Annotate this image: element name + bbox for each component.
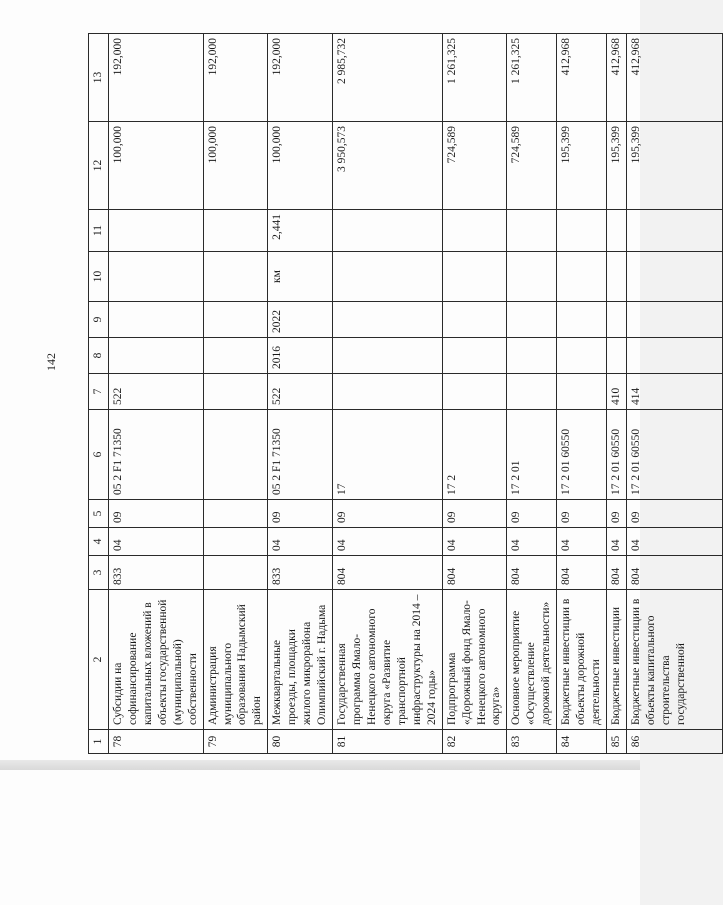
cell-c10 (557, 252, 607, 302)
cell-c2: Бюджетные инвестиции в объекты капитального строительства государственной (626, 590, 722, 730)
header-cell: 4 (89, 528, 109, 556)
cell-c5: 09 (507, 500, 557, 528)
cell-c10 (203, 252, 268, 302)
cell-c11 (203, 210, 268, 252)
cell-c9 (333, 302, 443, 338)
cell-c9 (442, 302, 507, 338)
rotated-table-container (88, 34, 687, 754)
cell-c9: 2022 (268, 302, 333, 338)
cell-c5: 09 (333, 500, 443, 528)
cell-c10 (442, 252, 507, 302)
cell-c13: 412,968 (607, 34, 627, 122)
cell-c11 (507, 210, 557, 252)
header-row (89, 34, 109, 754)
cell-c2: Бюджетные инвестиции в объекты дорожной деятельности (557, 590, 607, 730)
cell-c11 (108, 210, 203, 252)
cell-c12: 724,589 (442, 122, 507, 210)
cell-c11 (557, 210, 607, 252)
cell-c9 (557, 302, 607, 338)
cell-c2: Межквартальные проезды, площадки жилого микрорайона Олимпийский г. Надыма (268, 590, 333, 730)
cell-c8: 2016 (268, 338, 333, 374)
cell-c4: 04 (507, 528, 557, 556)
table-row (203, 34, 268, 754)
budget-table (88, 33, 723, 754)
cell-c10: км (268, 252, 333, 302)
cell-c13: 412,968 (626, 34, 722, 122)
header-cell: 7 (89, 374, 109, 410)
header-cell: 2 (89, 590, 109, 730)
header-cell: 12 (89, 122, 109, 210)
cell-c4 (203, 528, 268, 556)
cell-c6: 17 2 01 60550 (607, 410, 627, 500)
cell-c8 (203, 338, 268, 374)
cell-c8 (108, 338, 203, 374)
cell-c1: 80 (268, 730, 333, 754)
cell-c6: 05 2 F1 71350 (268, 410, 333, 500)
scan-edge (0, 760, 640, 770)
cell-c5: 09 (108, 500, 203, 528)
table-row (607, 34, 627, 754)
cell-c12: 3 950,573 (333, 122, 443, 210)
cell-c3: 833 (108, 556, 203, 590)
cell-c11 (626, 210, 722, 252)
header-cell: 11 (89, 210, 109, 252)
cell-c10 (626, 252, 722, 302)
cell-c13: 1 261,325 (507, 34, 557, 122)
cell-c3: 804 (557, 556, 607, 590)
header-cell: 3 (89, 556, 109, 590)
cell-c12: 100,000 (268, 122, 333, 210)
header-cell: 13 (89, 34, 109, 122)
header-cell: 6 (89, 410, 109, 500)
table-row (268, 34, 333, 754)
cell-c13: 192,000 (108, 34, 203, 122)
cell-c12: 100,000 (203, 122, 268, 210)
cell-c6: 17 (333, 410, 443, 500)
page-number: 142 (44, 353, 58, 371)
cell-c12: 195,399 (607, 122, 627, 210)
cell-c13: 192,000 (203, 34, 268, 122)
cell-c6: 17 2 01 (507, 410, 557, 500)
cell-c8 (557, 338, 607, 374)
cell-c10 (333, 252, 443, 302)
cell-c6: 17 2 01 60550 (557, 410, 607, 500)
cell-c1: 78 (108, 730, 203, 754)
cell-c7: 522 (268, 374, 333, 410)
cell-c1: 81 (333, 730, 443, 754)
cell-c3: 804 (442, 556, 507, 590)
cell-c8 (507, 338, 557, 374)
cell-c11 (607, 210, 627, 252)
cell-c9 (626, 302, 722, 338)
cell-c9 (108, 302, 203, 338)
cell-c7 (507, 374, 557, 410)
cell-c6: 17 2 01 60550 (626, 410, 722, 500)
cell-c8 (333, 338, 443, 374)
cell-c2: Бюджетные инвестиции (607, 590, 627, 730)
cell-c2: Государственная программа Ямало-Ненецкого автономного округа «Развитие транспортной инфраструктуры на 2014 – 2024 годы» (333, 590, 443, 730)
cell-c6 (203, 410, 268, 500)
cell-c2: Субсидии на софинансирование капитальных вложений в объекты государственной (муниципальной) собственности (108, 590, 203, 730)
cell-c4: 04 (268, 528, 333, 556)
cell-c1: 85 (607, 730, 627, 754)
table-row (507, 34, 557, 754)
cell-c11 (442, 210, 507, 252)
cell-c8 (442, 338, 507, 374)
cell-c4: 04 (442, 528, 507, 556)
cell-c8 (607, 338, 627, 374)
cell-c10 (607, 252, 627, 302)
cell-c9 (607, 302, 627, 338)
cell-c7 (557, 374, 607, 410)
cell-c5: 09 (442, 500, 507, 528)
header-cell: 1 (89, 730, 109, 754)
header-cell: 8 (89, 338, 109, 374)
cell-c12: 100,000 (108, 122, 203, 210)
cell-c7 (442, 374, 507, 410)
cell-c13: 412,968 (557, 34, 607, 122)
cell-c4: 04 (607, 528, 627, 556)
cell-c1: 79 (203, 730, 268, 754)
cell-c4: 04 (557, 528, 607, 556)
cell-c5: 09 (557, 500, 607, 528)
header-cell: 5 (89, 500, 109, 528)
cell-c11: 2,441 (268, 210, 333, 252)
header-cell: 10 (89, 252, 109, 302)
cell-c2: Подпрограмма «Дорожный фонд Ямало-Ненецкого автономного округа» (442, 590, 507, 730)
cell-c3: 804 (626, 556, 722, 590)
cell-c1: 83 (507, 730, 557, 754)
cell-c5: 09 (607, 500, 627, 528)
cell-c5 (203, 500, 268, 528)
cell-c1: 86 (626, 730, 722, 754)
cell-c13: 2 985,732 (333, 34, 443, 122)
cell-c7: 410 (607, 374, 627, 410)
cell-c7 (203, 374, 268, 410)
cell-c5: 09 (626, 500, 722, 528)
cell-c12: 195,399 (626, 122, 722, 210)
cell-c7 (333, 374, 443, 410)
cell-c2: Основное мероприятие «Осуществление дорожной деятельности» (507, 590, 557, 730)
cell-c3: 804 (333, 556, 443, 590)
cell-c3 (203, 556, 268, 590)
cell-c11 (333, 210, 443, 252)
cell-c4: 04 (626, 528, 722, 556)
cell-c3: 833 (268, 556, 333, 590)
cell-c3: 804 (607, 556, 627, 590)
cell-c6: 17 2 (442, 410, 507, 500)
table-row (108, 34, 203, 754)
cell-c10 (108, 252, 203, 302)
cell-c9 (203, 302, 268, 338)
cell-c2: Администрация муниципального образования Надымский район (203, 590, 268, 730)
table-row (557, 34, 607, 754)
cell-c12: 724,589 (507, 122, 557, 210)
cell-c1: 84 (557, 730, 607, 754)
table-row (333, 34, 443, 754)
cell-c7: 522 (108, 374, 203, 410)
cell-c7: 414 (626, 374, 722, 410)
cell-c13: 192,000 (268, 34, 333, 122)
header-cell: 9 (89, 302, 109, 338)
cell-c4: 04 (108, 528, 203, 556)
cell-c8 (626, 338, 722, 374)
cell-c9 (507, 302, 557, 338)
cell-c5: 09 (268, 500, 333, 528)
cell-c10 (507, 252, 557, 302)
table-row (442, 34, 507, 754)
table-row (626, 34, 722, 754)
cell-c1: 82 (442, 730, 507, 754)
cell-c12: 195,399 (557, 122, 607, 210)
cell-c3: 804 (507, 556, 557, 590)
cell-c13: 1 261,325 (442, 34, 507, 122)
cell-c6: 05 2 F1 71350 (108, 410, 203, 500)
cell-c4: 04 (333, 528, 443, 556)
